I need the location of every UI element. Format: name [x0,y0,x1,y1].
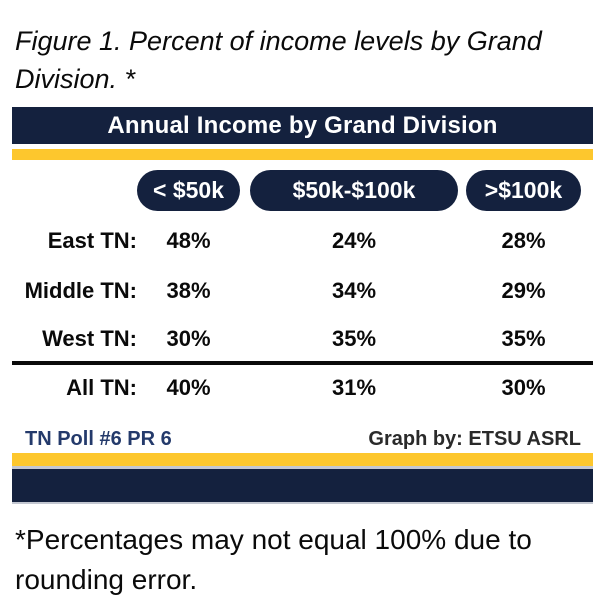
table-row-all-tn [12,372,593,404]
value-east-over-100k: 28% [501,228,546,253]
column-pill-over-100k: >$100k [466,170,581,211]
row-label-middle-tn: Middle TN: [24,278,137,303]
column-pill-50k-100k: $50k-$100k [250,170,458,211]
value-all-50k-100k: 31% [331,375,377,400]
value-middle-under-50k: 38% [166,278,211,303]
column-header-row [12,170,593,211]
value-east-under-50k: 48% [166,228,211,253]
value-all-over-100k: 30% [501,375,546,400]
row-label-west-tn: West TN: [42,326,137,351]
figure-caption: Figure 1. Percent of income levels by Grand Division. * [15,26,542,94]
rounding-footnote: *Percentages may not equal 100% due to rounding error. [15,524,532,595]
value-middle-over-100k: 29% [501,278,546,303]
table-row-west-tn [12,323,593,355]
value-west-under-50k: 30% [166,326,211,351]
value-east-50k-100k: 24% [331,228,377,253]
income-table [12,170,593,452]
table-row-middle-tn [12,275,593,307]
row-label-all-tn: All TN: [66,375,137,400]
row-label-east-tn: East TN: [47,228,137,253]
table-row-east-tn [12,225,593,257]
column-pill-under-50k: < $50k [137,170,240,211]
poll-source-label: TN Poll #6 PR 6 [25,427,172,450]
summary-divider-rule [12,361,593,365]
chart-footer [12,426,593,452]
chart-title: Annual Income by Grand Division [107,111,498,139]
graph-credit-label: Graph by: ETSU ASRL [368,427,581,450]
chart-title-band [12,107,593,144]
value-west-50k-100k: 35% [331,326,377,351]
value-west-over-100k: 35% [501,326,546,351]
navy-band-bottom [12,466,593,504]
gold-stripe-top [12,149,593,160]
value-all-under-50k: 40% [166,375,211,400]
gold-stripe-bottom [12,453,593,466]
value-middle-50k-100k: 34% [331,278,377,303]
